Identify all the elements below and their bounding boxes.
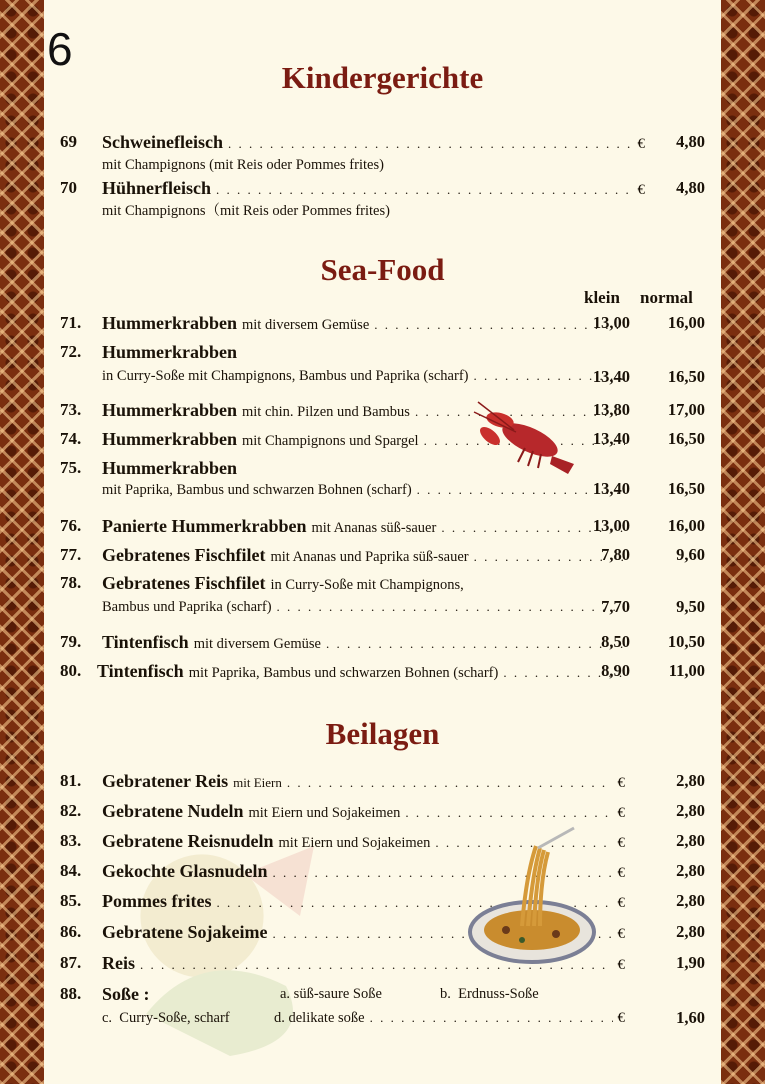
item-price: 2,80 — [676, 801, 705, 820]
item-number: 69 — [60, 132, 77, 151]
leader-dots — [216, 179, 632, 201]
leader-dots — [370, 1007, 613, 1029]
price-small: 13,80 — [592, 400, 630, 419]
item-description: in Curry-Soße mit Champignons, Bambus und Paprika (scharf) — [102, 368, 469, 384]
menu-item — [60, 890, 705, 912]
item-description: mit Champignons（mit Reis oder Pommes frites) — [102, 203, 390, 219]
item-name: Gebratene Sojakeime — [102, 922, 268, 942]
sauce-option-d: d. delikate soße — [274, 1010, 365, 1026]
menu-item — [60, 177, 705, 219]
item-description: mit Eiern — [233, 775, 282, 790]
item-price: 2,80 — [676, 771, 705, 790]
menu-item — [60, 770, 705, 792]
item-name: Gebratenes Fischfilet — [102, 545, 266, 565]
item-price: 4,80 — [676, 178, 705, 197]
item-name: Hummerkrabben — [102, 313, 237, 333]
currency-symbol: € — [617, 926, 625, 942]
price-normal: 9,50 — [676, 597, 705, 616]
item-name: Gebratene Nudeln — [102, 801, 244, 821]
item-name: Gebratene Reisnudeln — [102, 831, 274, 851]
item-name: Hummerkrabben — [102, 458, 237, 478]
noodles-plate-illustration — [466, 826, 602, 968]
menu-item — [60, 952, 705, 974]
item-price: 2,80 — [676, 922, 705, 941]
price-normal: 16,50 — [667, 429, 705, 448]
item-name: Hummerkrabben — [102, 342, 237, 362]
item-number: 79. — [60, 632, 82, 651]
price-normal: 17,00 — [667, 400, 705, 419]
currency-symbol: € — [617, 775, 625, 791]
item-number: 70 — [60, 178, 77, 197]
currency-symbol: € — [617, 1010, 625, 1026]
price-small: 8,50 — [601, 632, 630, 651]
item-price: 4,80 — [676, 132, 705, 151]
currency-symbol: € — [617, 805, 625, 821]
item-number: 73. — [60, 400, 82, 419]
item-description: mit diversem Gemüse — [242, 317, 370, 333]
menu-item — [60, 860, 705, 882]
item-number: 86. — [60, 922, 82, 941]
item-number: 76. — [60, 516, 82, 535]
item-number: 87. — [60, 953, 82, 972]
price-small: 13,40 — [592, 429, 630, 448]
price-normal: 11,00 — [668, 661, 705, 680]
item-description: mit Paprika, Bambus und schwarzen Bohnen (scharf) — [188, 665, 499, 681]
item-description-continued: Bambus und Paprika (scharf) — [102, 599, 272, 615]
section-title-seafood: Sea-Food — [320, 252, 445, 287]
item-description: mit Eiern und Sojakeimen — [278, 835, 431, 851]
lobster-illustration — [470, 398, 582, 478]
item-number: 77. — [60, 545, 82, 564]
item-number: 85. — [60, 891, 82, 910]
menu-item — [60, 457, 705, 498]
price-normal: 16,50 — [667, 367, 705, 386]
price-small: 13,40 — [592, 367, 630, 386]
price-small: 7,70 — [601, 597, 630, 616]
section-title-beilagen: Beilagen — [325, 716, 440, 751]
menu-item — [60, 830, 705, 852]
item-description: mit Champignons und Spargel — [242, 433, 419, 449]
item-number: 81. — [60, 771, 82, 790]
menu-item — [60, 312, 705, 334]
item-name: Hummerkrabben — [102, 429, 237, 449]
menu-item — [60, 631, 705, 653]
price-normal: 16,50 — [667, 479, 705, 498]
item-description: in Curry-Soße mit Champignons, — [270, 577, 464, 593]
item-description: mit Paprika, Bambus und schwarzen Bohnen (scharf) — [102, 482, 412, 498]
price-normal: 16,00 — [667, 313, 705, 332]
currency-symbol: € — [617, 957, 625, 973]
price-normal: 16,00 — [667, 516, 705, 535]
item-number: 74. — [60, 429, 82, 448]
price-small: 13,00 — [592, 516, 630, 535]
menu-item — [60, 660, 705, 682]
menu-item — [60, 399, 705, 421]
item-description: mit Eiern und Sojakeimen — [248, 805, 401, 821]
item-name: Hühnerfleisch — [102, 178, 212, 198]
item-name: Panierte Hummerkrabben — [102, 516, 307, 536]
item-description: mit Champignons (mit Reis oder Pommes frites) — [102, 157, 384, 173]
currency-symbol: € — [637, 182, 645, 198]
item-name: Gekochte Glasnudeln — [102, 861, 268, 881]
menu-item — [60, 428, 705, 450]
item-number: 82. — [60, 801, 82, 820]
item-name: Gebratenes Fischfilet — [102, 573, 266, 593]
item-name: Gebratener Reis — [102, 771, 229, 791]
section-title-kindergerichte: Kindergerichte — [281, 60, 484, 95]
item-number: 72. — [60, 342, 82, 361]
item-number: 84. — [60, 861, 82, 880]
menu-item — [60, 341, 705, 386]
menu-item — [60, 572, 705, 616]
item-number: 75. — [60, 458, 82, 477]
item-price: 1,90 — [676, 953, 705, 972]
leader-dots — [277, 596, 625, 618]
item-description: mit Ananas süß-sauer — [311, 520, 437, 536]
price-normal: 9,60 — [676, 545, 705, 564]
price-normal: 10,50 — [667, 632, 705, 651]
item-name: Tintenfisch — [97, 661, 184, 681]
item-number: 71. — [60, 313, 82, 332]
price-small: 8,90 — [601, 661, 630, 680]
item-description: mit chin. Pilzen und Bambus — [242, 404, 410, 420]
border-ornament-left — [0, 0, 44, 1084]
menu-item — [60, 131, 705, 173]
item-number: 88. — [60, 984, 82, 1003]
currency-symbol: € — [617, 895, 625, 911]
sauce-option-a: a. süß-saure Soße — [280, 986, 382, 1002]
menu-item — [60, 800, 705, 822]
column-header-normal: normal — [640, 288, 693, 307]
item-name: Tintenfisch — [102, 632, 189, 652]
menu-item-sauce — [60, 983, 705, 1033]
menu-item — [60, 921, 705, 943]
item-name: Reis — [102, 953, 135, 973]
column-header-small: klein — [584, 288, 620, 307]
page-number: 6 — [47, 23, 73, 75]
menu-item — [60, 544, 705, 566]
item-price: 2,80 — [676, 861, 705, 880]
item-price: 2,80 — [676, 831, 705, 850]
leader-dots — [228, 133, 633, 155]
currency-symbol: € — [617, 865, 625, 881]
leader-dots — [326, 633, 625, 655]
currency-symbol: € — [637, 136, 645, 152]
price-small: 7,80 — [601, 545, 630, 564]
item-name: Schweinefleisch — [102, 132, 223, 152]
leader-dots — [287, 772, 613, 794]
item-number: 83. — [60, 831, 82, 850]
item-price: 1,60 — [676, 1008, 705, 1027]
price-small: 13,00 — [592, 313, 630, 332]
item-price: 2,80 — [676, 891, 705, 910]
sauce-option-c: c. Curry-Soße, scharf — [102, 1010, 230, 1026]
currency-symbol: € — [617, 835, 625, 851]
item-number: 78. — [60, 573, 82, 592]
item-name: Soße : — [102, 984, 150, 1004]
price-small: 13,40 — [592, 479, 630, 498]
item-name: Hummerkrabben — [102, 400, 237, 420]
item-name: Pommes frites — [102, 891, 212, 911]
leader-dots — [374, 314, 625, 336]
sauce-option-b: b. Erdnuss-Soße — [440, 986, 539, 1002]
item-description: mit diversem Gemüse — [193, 636, 321, 652]
menu-item — [60, 515, 705, 537]
item-description: mit Ananas und Paprika süß-sauer — [270, 549, 469, 565]
item-number: 80. — [60, 661, 82, 680]
border-ornament-right — [721, 0, 765, 1084]
leader-dots — [405, 802, 612, 824]
